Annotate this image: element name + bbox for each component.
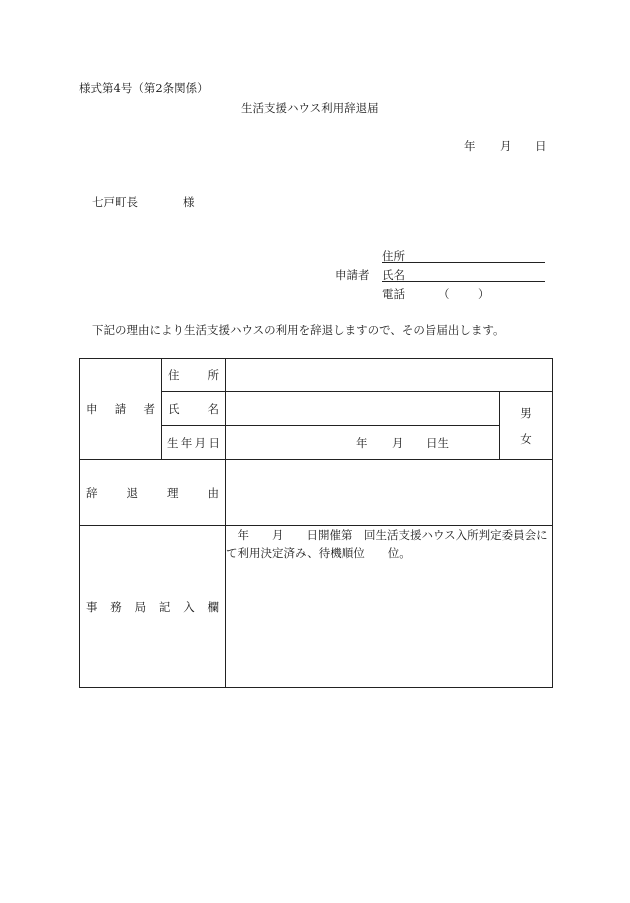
document-title: 生活支援ハウス利用辞退届 (241, 101, 379, 115)
address-underline (382, 262, 545, 263)
office-note-text: 年 月 日開催第 回生活支援ハウス入所判定委員会にて利用決定済み、待機順位 位。 (226, 528, 548, 560)
date-day-label: 日 (535, 139, 547, 153)
sex-cell[interactable] (500, 392, 553, 460)
reason-row (80, 460, 553, 526)
birthdate-value-cell[interactable] (226, 426, 500, 460)
address-value-cell[interactable] (226, 359, 553, 392)
name-label-cell: 氏 名 (162, 392, 226, 426)
sex-male: 男 (520, 405, 532, 420)
office-label-cell: 事 務 局 記 入 欄 (80, 526, 226, 688)
reason-label-cell: 辞 退 理 由 (80, 460, 226, 526)
sex-female: 女 (520, 431, 532, 446)
form-number: 様式第4号（第2条関係） (79, 81, 209, 95)
reason-value-cell[interactable] (226, 460, 553, 526)
office-row (80, 526, 553, 688)
birthdate-month: 月 (392, 435, 404, 450)
birthdate-day: 日生 (426, 435, 449, 450)
addressee-name: 七戸町長 (92, 195, 138, 209)
address-label-cell: 住 所 (162, 359, 226, 392)
phone-paren-close: ） (478, 287, 490, 301)
applicant-label: 申請者 (335, 268, 370, 282)
birthdate-label-cell: 生 年 月 日 (162, 426, 226, 460)
name-underline (382, 281, 545, 282)
phone-label: 電話 (382, 287, 405, 301)
applicant-header-cell: 申 請 者 (80, 359, 162, 460)
statement: 下記の理由により生活支援ハウスの利用を辞退しますので、その旨届出します。 (92, 323, 505, 337)
phone-paren-open: （ (438, 287, 450, 301)
date-year-label: 年 (464, 139, 476, 153)
addressee-honorific: 様 (183, 195, 195, 209)
application-table (79, 358, 553, 688)
office-note-cell[interactable] (226, 526, 553, 688)
birthdate-year: 年 (356, 435, 368, 450)
name-value-cell[interactable] (226, 392, 500, 426)
address-row (80, 359, 553, 392)
name-label: 氏名 (382, 268, 405, 282)
date-month-label: 月 (500, 139, 512, 153)
address-label: 住所 (382, 249, 405, 263)
